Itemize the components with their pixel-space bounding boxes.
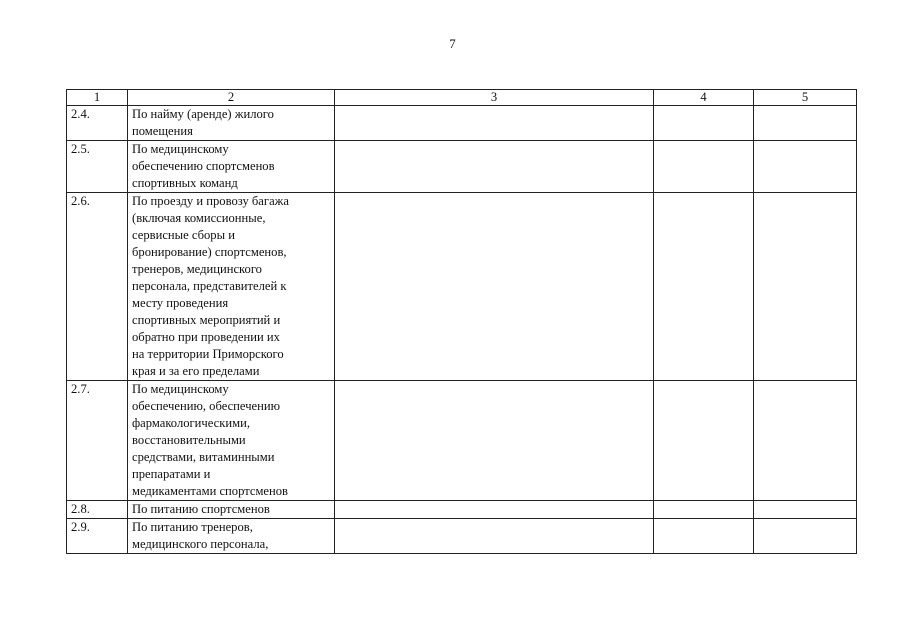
row-description: По медицинскому обеспечению, обеспечению фармакологическими, восстановительными средствами, витаминными препаратами и медикаментами спортсменов xyxy=(128,381,335,501)
row-number: 2.9. xyxy=(67,519,128,554)
column-header-2: 2 xyxy=(128,90,335,106)
row-cell-5 xyxy=(754,193,857,381)
table-row xyxy=(67,519,857,554)
row-description: По питанию спортсменов xyxy=(128,501,335,519)
row-cell-5 xyxy=(754,381,857,501)
row-number: 2.7. xyxy=(67,381,128,501)
row-description: По найму (аренде) жилого помещения xyxy=(128,106,335,141)
row-number: 2.6. xyxy=(67,193,128,381)
table-row xyxy=(67,193,857,381)
row-cell-3 xyxy=(335,501,654,519)
row-cell-5 xyxy=(754,106,857,141)
row-cell-4 xyxy=(654,501,754,519)
column-header-1: 1 xyxy=(67,90,128,106)
column-header-5: 5 xyxy=(754,90,857,106)
row-cell-3 xyxy=(335,193,654,381)
expenses-table xyxy=(66,89,857,554)
row-cell-4 xyxy=(654,381,754,501)
row-cell-5 xyxy=(754,501,857,519)
row-cell-3 xyxy=(335,519,654,554)
table-row xyxy=(67,106,857,141)
row-description: По питанию тренеров, медицинского персонала, xyxy=(128,519,335,554)
row-cell-4 xyxy=(654,106,754,141)
row-cell-5 xyxy=(754,519,857,554)
table-row xyxy=(67,501,857,519)
row-description: По проезду и провозу багажа (включая комиссионные, сервисные сборы и бронирование) спортсменов, тренеров, медицинского персонала, представителей к месту проведения спортивных мероприятий и обратно при проведении их на территории Приморского края и за его пределами xyxy=(128,193,335,381)
row-cell-4 xyxy=(654,193,754,381)
row-cell-3 xyxy=(335,381,654,501)
column-header-3: 3 xyxy=(335,90,654,106)
page-number: 7 xyxy=(449,36,456,51)
table-header-row xyxy=(67,90,857,106)
table-row xyxy=(67,381,857,501)
row-description: По медицинскому обеспечению спортсменов спортивных команд xyxy=(128,141,335,193)
row-number: 2.5. xyxy=(67,141,128,193)
row-cell-4 xyxy=(654,141,754,193)
column-header-4: 4 xyxy=(654,90,754,106)
row-number: 2.8. xyxy=(67,501,128,519)
row-cell-3 xyxy=(335,106,654,141)
row-cell-4 xyxy=(654,519,754,554)
row-number: 2.4. xyxy=(67,106,128,141)
row-cell-5 xyxy=(754,141,857,193)
row-cell-3 xyxy=(335,141,654,193)
table-row xyxy=(67,141,857,193)
